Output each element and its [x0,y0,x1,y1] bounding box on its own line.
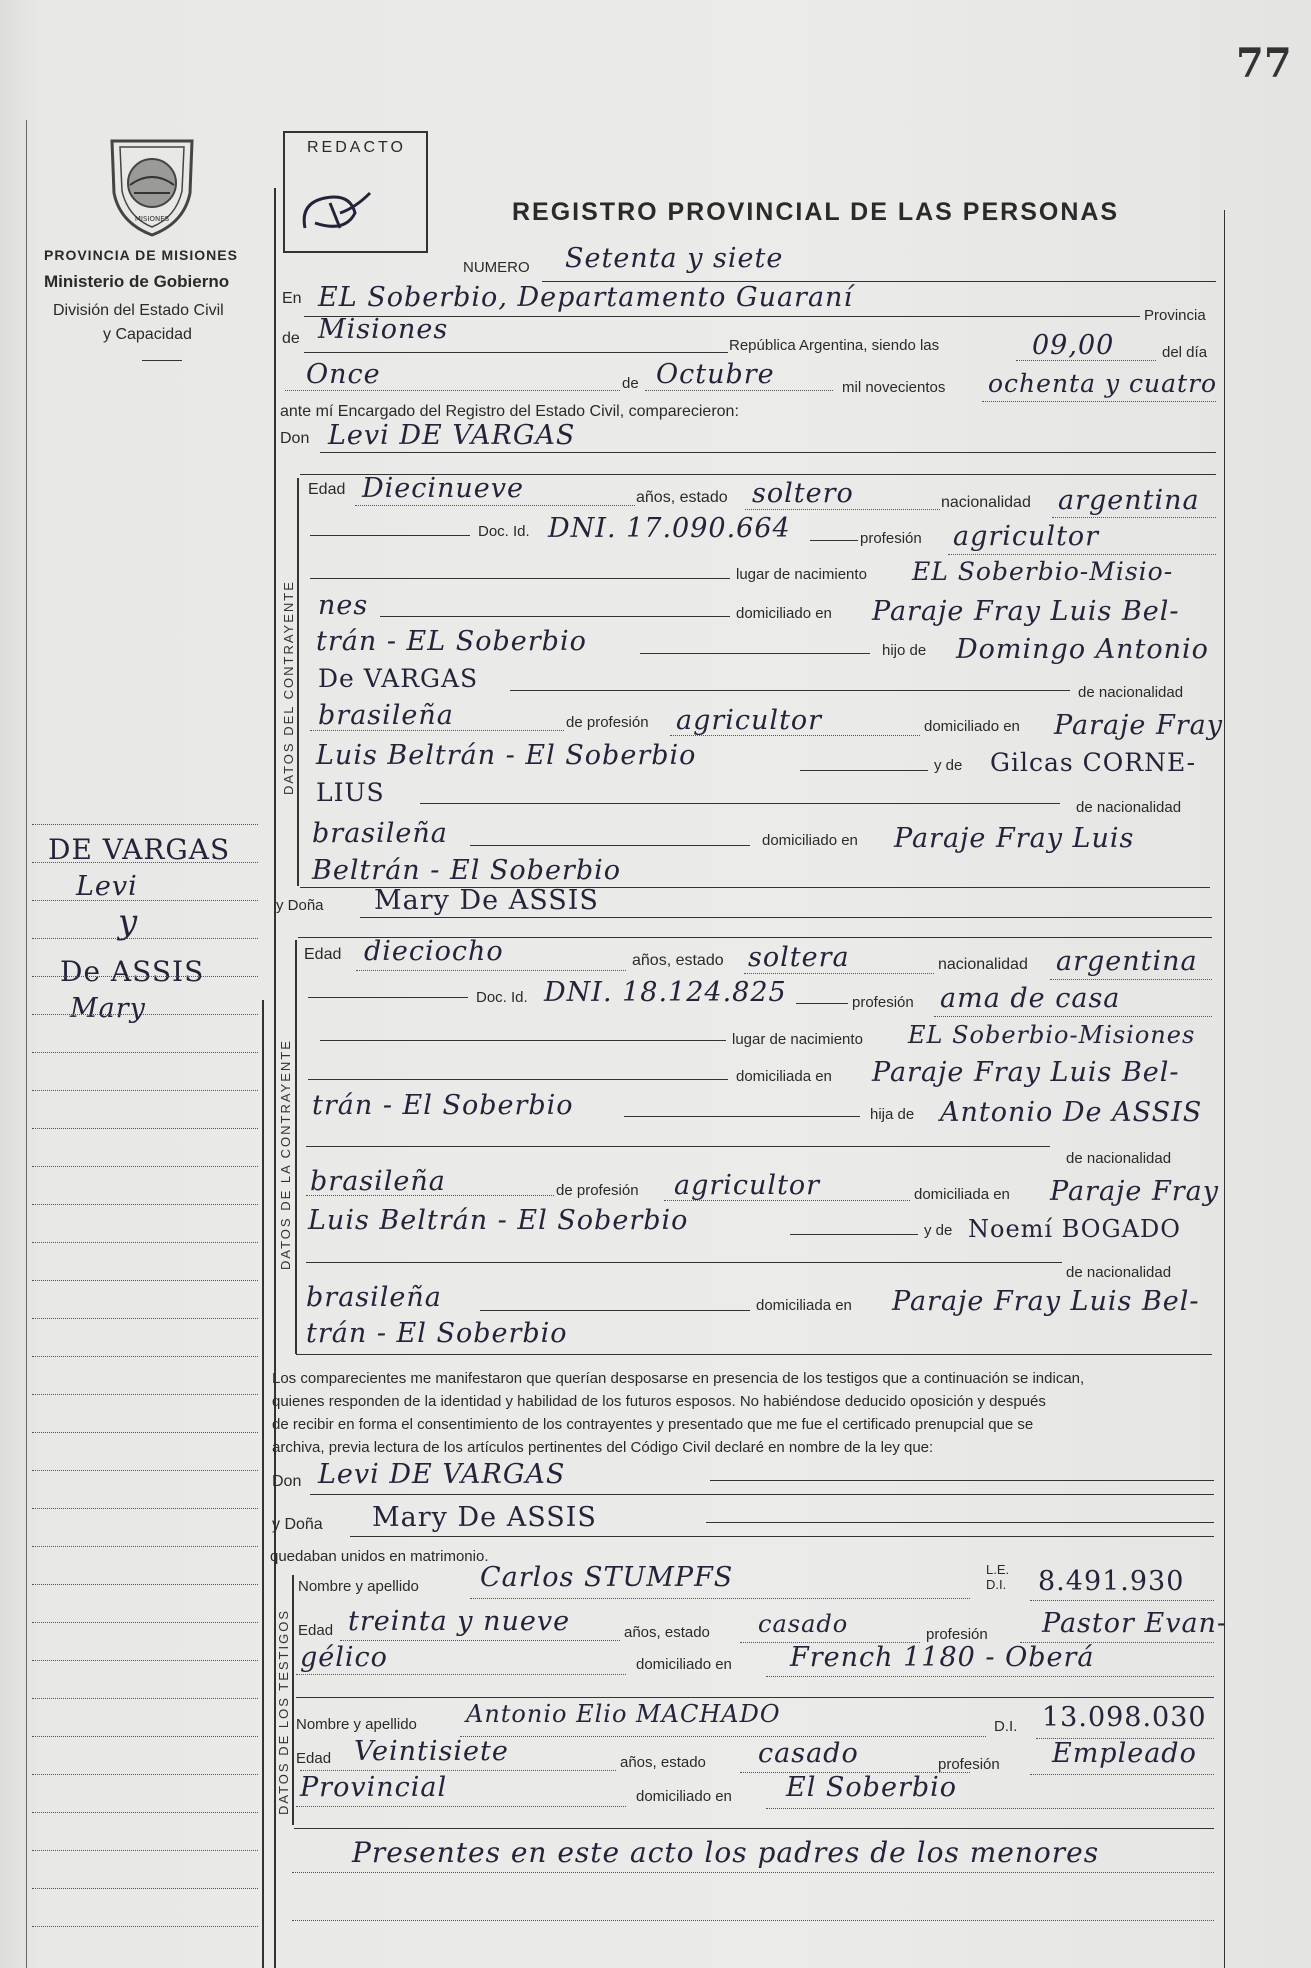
declaration-line-1: Los comparecientes me manifestaron que querían desposarse en presencia de los testigos que a continuación se indican, [272,1370,1085,1387]
groom-edad-label: Edad [308,481,346,498]
groom-father-dom-1: Paraje Fray [1054,710,1223,741]
groom-doc: DNI. 17.090.664 [548,513,791,544]
bride-y-de-label: y de [924,1222,953,1239]
bride-nacionalidad: argentina [1056,946,1198,977]
document-title: REGISTRO PROVINCIAL DE LAS PERSONAS [512,198,1120,226]
bride-nac-label: nacionalidad [938,956,1028,973]
declaration-line-3: de recibir en forma el consentimiento de los contrayentes y presentado que me fue el certificado prenupcial que se [272,1416,1034,1433]
witness1-name: Carlos STUMPFS [480,1562,734,1593]
bride-edad: dieciocho [364,936,504,967]
de2-label: de [622,375,639,392]
groom-mother-2: LIUS [316,778,385,807]
witness1-estado: casado [758,1610,849,1638]
witness2-domicilio: El Soberbio [786,1772,958,1803]
witness2-dom-label: domiciliado en [636,1788,732,1805]
witness1-edad-label: Edad [298,1622,334,1639]
month-value: Octubre [656,359,775,390]
groom-estado-label: años, estado [636,489,728,506]
bride-mother-nac-label: de nacionalidad [1066,1264,1172,1281]
bride-edad-label: Edad [304,946,342,963]
groom-lugar-2: nes [318,590,369,621]
decl-dona-label: y Doña [272,1516,323,1533]
groom-doc-label: Doc. Id. [478,523,530,540]
witness2-doc: 13.098.030 [1042,1702,1207,1733]
groom-father-1: Domingo Antonio [956,634,1209,665]
groom-father-nac: brasileña [318,700,454,731]
decl-don-label: Don [272,1473,302,1490]
witness2-name: Antonio Elio MACHADO [466,1700,781,1728]
svg-text:MISIONES: MISIONES [134,215,170,223]
groom-hijo-label: hijo de [882,642,927,659]
margin-groom-name: Levi [76,871,138,902]
decl-don-value: Levi DE VARGAS [318,1459,566,1490]
witness2-prof-label: profesión [938,1756,1000,1773]
bride-estado: soltera [748,942,850,973]
groom-father-prof-label: de profesión [566,714,649,731]
bride-father-dom-2: Luis Beltrán - El Soberbio [308,1205,689,1236]
year-value: ochenta y cuatro [988,369,1218,398]
quedaban-label: quedaban unidos en matrimonio. [270,1548,489,1565]
groom-mother-dom-2: Beltrán - El Soberbio [312,855,622,886]
bride-name: Mary De ASSIS [374,885,599,916]
datos-contrayente-label: DATOS DEL CONTRAYENTE [281,580,296,795]
redacto-label: REDACTO [307,139,406,156]
numero-value: Setenta y siete [565,243,784,274]
witness1-estado-label: años, estado [624,1624,710,1641]
bride-mother-dom-label: domiciliada en [756,1297,852,1314]
groom-mother-nac-label: de nacionalidad [1076,799,1182,816]
witness2-edad-label: Edad [296,1750,332,1767]
bride-dom-1: Paraje Fray Luis Bel- [872,1057,1180,1088]
declaration-line-2: quienes responden de la identidad y habilidad de los futuros esposos. No habiéndose deducido oposición y después [272,1393,1046,1410]
bride-mother: Noemí BOGADO [968,1215,1181,1243]
bride-dom-2: trán - El Soberbio [312,1090,574,1121]
witness2-profesion-1: Empleado [1052,1738,1197,1769]
bride-father-prof-label: de profesión [556,1182,639,1199]
bride-father-dom-label: domiciliada en [914,1186,1010,1203]
margin-conjunction: y [118,902,139,942]
groom-y-de-label: y de [934,757,963,774]
bride-profesion: ama de casa [940,983,1121,1014]
groom-mother-dom-1: Paraje Fray Luis [894,823,1135,854]
witness1-name-label: Nombre y apellido [298,1578,419,1595]
mil-label: mil novecientos [842,379,946,396]
republica-label: República Argentina, siendo las [729,337,940,354]
page-number: 77 [1236,40,1292,87]
bride-father-nac-label: de nacionalidad [1066,1150,1172,1167]
groom-father-2: De VARGAS [318,664,479,693]
bride-mother-dom-1: Paraje Fray Luis Bel- [892,1286,1200,1317]
witness1-doc: 8.491.930 [1038,1566,1185,1597]
provincia-label: Provincia [1144,307,1206,324]
witness2-name-label: Nombre y apellido [296,1716,417,1733]
groom-profesion: agricultor [953,521,1100,552]
province-label: PROVINCIA DE MISIONES [44,247,238,263]
groom-nac-label: nacionalidad [941,494,1031,511]
datos-testigos-label: DATOS DE LOS TESTIGOS [276,1609,291,1815]
witness1-prof-label: profesión [926,1626,988,1643]
bride-lugar: EL Soberbio-Misiones [908,1021,1196,1049]
del-dia-label: del día [1162,344,1208,361]
bride-father-dom-1: Paraje Fray [1050,1176,1219,1207]
initials-signature-icon [295,173,385,243]
groom-father-dom-2: Luis Beltrán - El Soberbio [316,740,697,771]
groom-prof-label: profesión [860,530,922,547]
groom-dom-2: trán - EL Soberbio [316,626,587,657]
groom-lugar-label: lugar de nacimiento [736,566,867,583]
groom-nacionalidad: argentina [1058,485,1200,516]
bride-doc: DNI. 18.124.825 [544,977,787,1008]
groom-mother-1: Gilcas CORNE- [990,748,1197,777]
don-value: Levi DE VARGAS [328,420,576,451]
groom-lugar-1: EL Soberbio-Misio- [912,557,1174,586]
bride-lugar-label: lugar de nacimiento [732,1031,863,1048]
witness1-domicilio: French 1180 - Oberá [790,1642,1095,1673]
groom-mother-dom-label: domiciliado en [762,832,858,849]
numero-label: NUMERO [463,259,530,276]
groom-estado: soltero [752,478,854,509]
witness1-profesion-1: Pastor Evan- [1042,1608,1228,1639]
ante-label: ante mí Encargado del Registro del Estado Civil, comparecieron: [280,403,739,420]
bride-mother-dom-2: trán - El Soberbio [306,1318,568,1349]
bride-father-prof: agricultor [674,1170,821,1201]
margin-groom-surname: DE VARGAS [48,833,231,866]
don-label: Don [280,430,310,447]
margin-bride-name: Mary [70,993,146,1024]
bride-father: Antonio De ASSIS [940,1097,1203,1128]
bride-prof-label: profesión [852,994,914,1011]
bride-hija-label: hija de [870,1106,915,1123]
hour-value: 09,00 [1032,330,1115,361]
province-value: Misiones [318,314,449,345]
groom-dom-label: domiciliado en [736,605,832,622]
final-note: Presentes en este acto los padres de los menores [352,1836,1100,1869]
de-label: de [282,330,300,347]
bride-dom-label: domiciliada en [736,1068,832,1085]
y-dona-label: y Doña [276,897,324,914]
groom-father-nac-label: de nacionalidad [1078,684,1184,701]
witness2-estado-label: años, estado [620,1754,706,1771]
witness1-dom-label: domiciliado en [636,1656,732,1673]
witness1-doc-label: L.E. D.I. [986,1562,1010,1592]
redacto-stamp-box [283,131,428,253]
declaration-line-4: archiva, previa lectura de los artículos pertinentes del Código Civil declaré en nombre de la ley que: [272,1439,934,1456]
province-seal-icon [104,133,200,239]
witness1-profesion-2: gélico [300,1642,388,1673]
decl-dona-value: Mary De ASSIS [372,1502,597,1533]
division-label-2: y Capacidad [103,326,192,343]
groom-edad: Diecinueve [362,473,525,504]
bride-mother-nac: brasileña [306,1282,442,1313]
margin-bride-surname: De ASSIS [60,955,205,988]
ministry-label: Ministerio de Gobierno [44,272,230,291]
witness2-estado: casado [758,1738,859,1769]
witness2-edad: Veintisiete [354,1736,509,1767]
groom-father-dom-label: domiciliado en [924,718,1020,735]
groom-mother-nac: brasileña [312,818,448,849]
en-label: En [282,290,302,307]
groom-dom-1: Paraje Fray Luis Bel- [872,596,1180,627]
day-value: Once [306,359,381,390]
datos-la-contrayente-label: DATOS DE LA CONTRAYENTE [278,1039,293,1270]
witness1-edad: treinta y nueve [348,1606,571,1637]
bride-father-nac: brasileña [310,1166,446,1197]
witness2-doc-label: D.I. [994,1718,1018,1735]
groom-father-prof: agricultor [676,705,823,736]
place-value: EL Soberbio, Departamento Guaraní [318,282,854,313]
witness2-profesion-2: Provincial [300,1772,448,1803]
division-label-1: División del Estado Civil [53,302,224,319]
bride-doc-label: Doc. Id. [476,989,528,1006]
bride-estado-label: años, estado [632,952,724,969]
